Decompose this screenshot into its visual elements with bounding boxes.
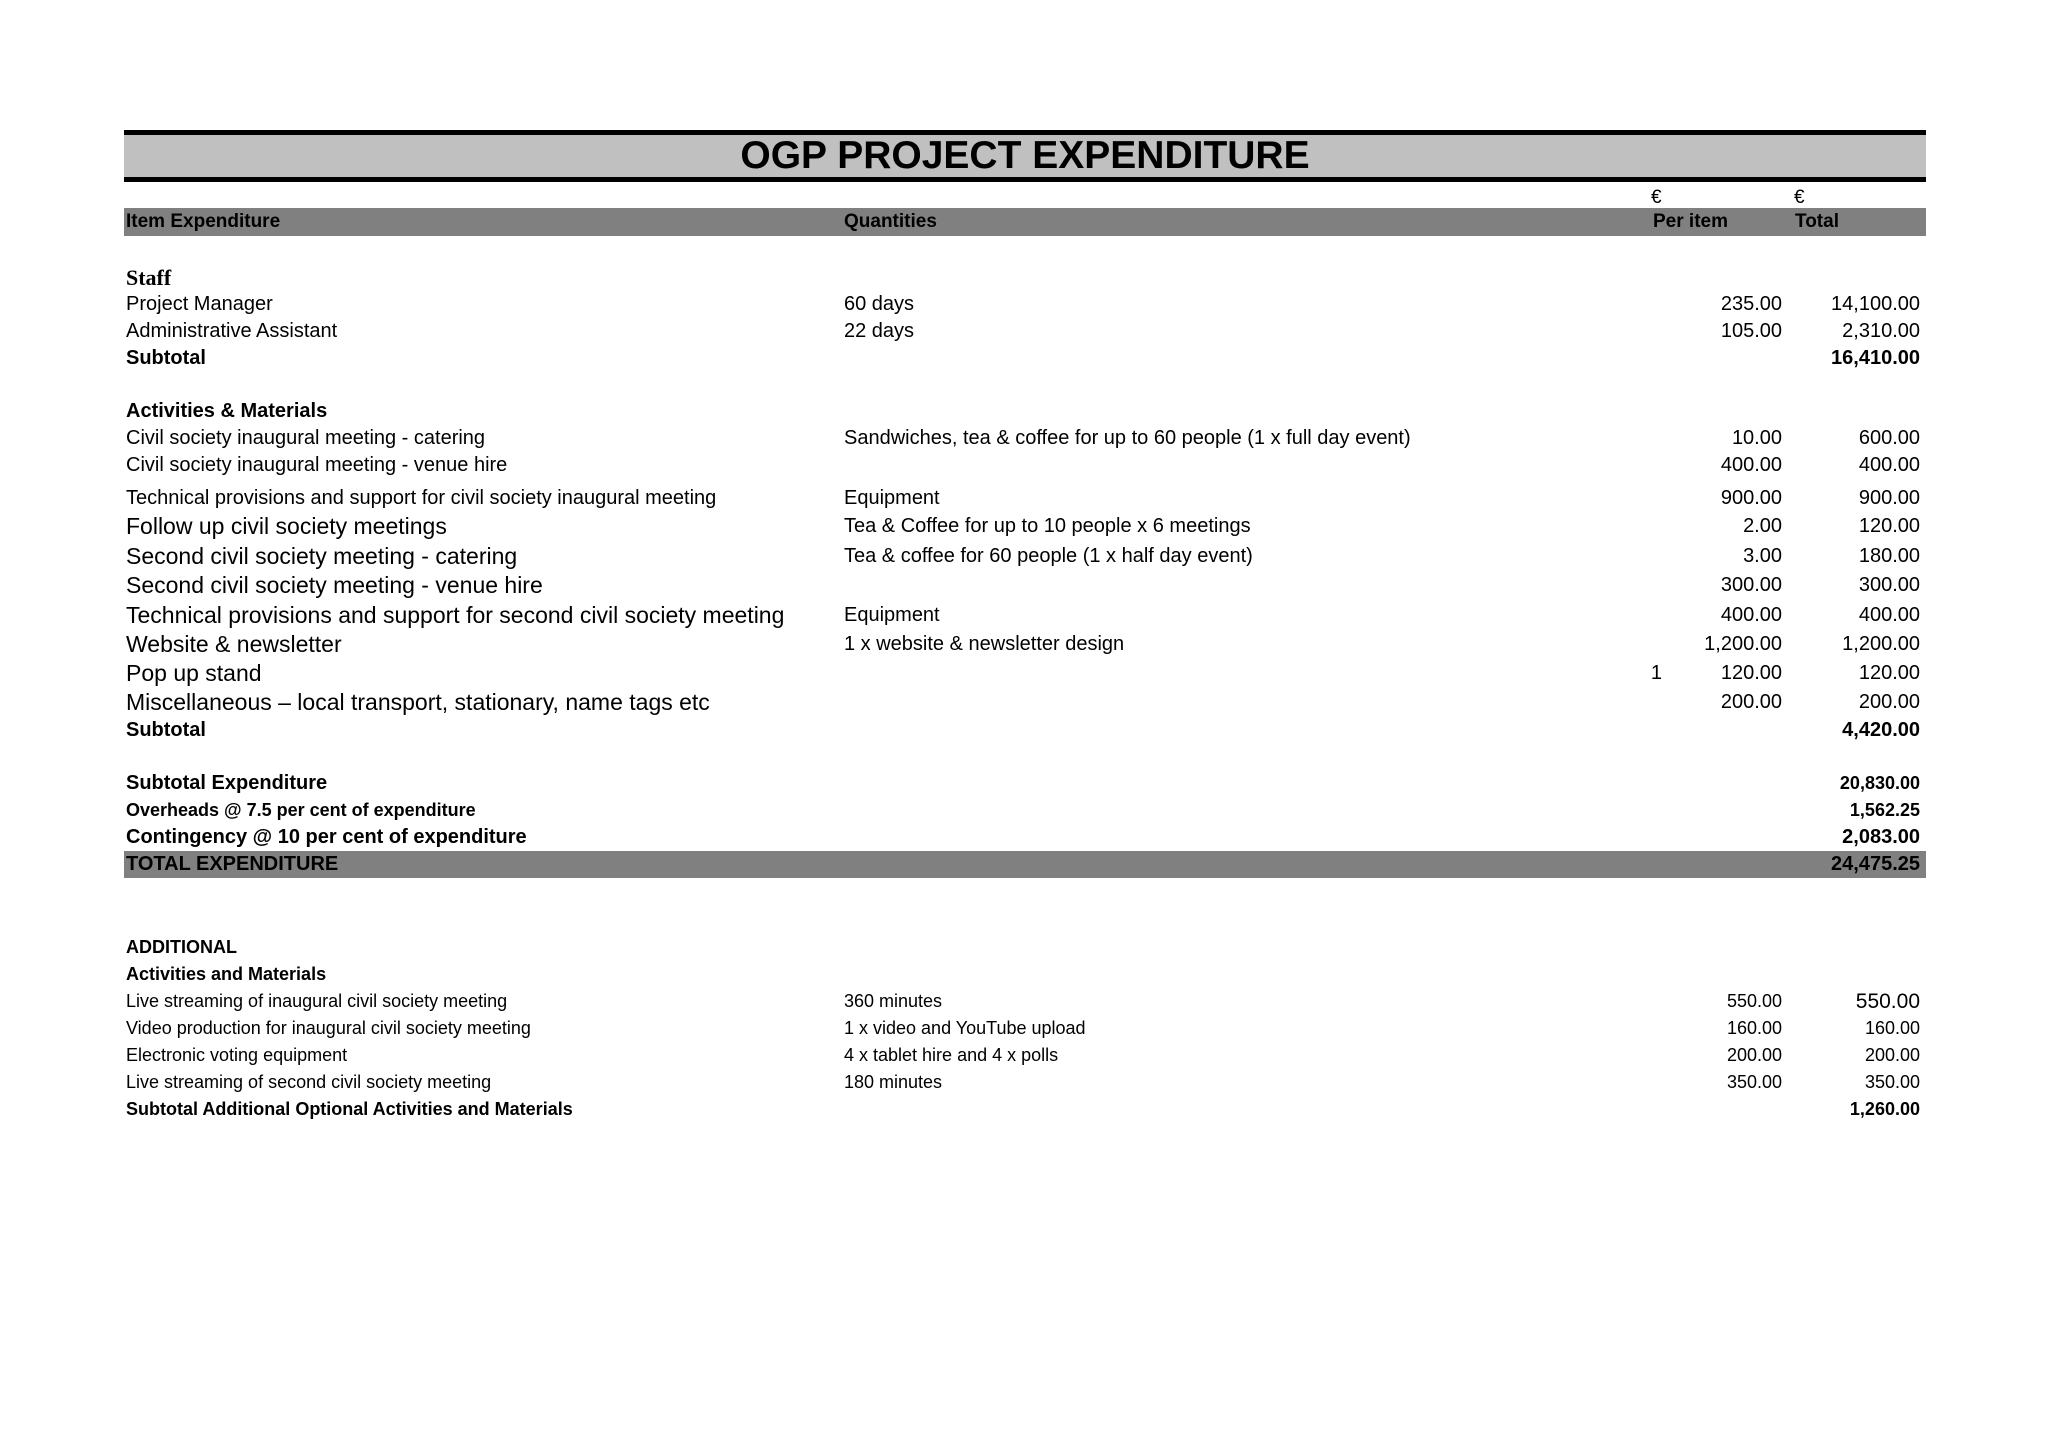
table-row: Follow up civil society meetings Tea & Coffee for up to 10 people x 6 meetings 2.00 120.00 <box>126 513 1920 539</box>
overheads-row: Overheads @ 7.5 per cent of expenditure 1,562.25 <box>126 800 1920 820</box>
table-row: Video production for inaugural civil society meeting 1 x video and YouTube upload 160.00 160.00 <box>126 1018 1920 1038</box>
item-count: 1 <box>1650 662 1662 684</box>
subtotal-expenditure-row: Subtotal Expenditure 20,830.00 <box>126 772 1920 794</box>
contingency-row: Contingency @ 10 per cent of expenditure 2,083.00 <box>126 826 1920 848</box>
table-row: Technical provisions and support for civil society inaugural meeting Equipment 900.00 900.00 <box>126 487 1920 509</box>
table-row: Website & newsletter 1 x website & newsletter design 1,200.00 1,200.00 <box>126 631 1920 657</box>
table-row: Project Manager 60 days 235.00 14,100.00 <box>126 293 1920 315</box>
table-row: Live streaming of inaugural civil society meeting 360 minutes 550.00 550.00 <box>126 990 1920 1013</box>
table-row: Administrative Assistant 22 days 105.00 2,310.00 <box>126 320 1920 342</box>
staff-subtotal-row: Subtotal 16,410.00 <box>126 347 1920 369</box>
table-row: Live streaming of second civil society meeting 180 minutes 350.00 350.00 <box>126 1072 1920 1092</box>
header-total: Total <box>1795 211 1839 232</box>
currency-total: € <box>1794 187 1805 208</box>
section-heading-additional: ADDITIONAL <box>126 937 237 957</box>
section-subheading-additional: Activities and Materials <box>126 964 327 984</box>
section-heading-activities: Activities & Materials <box>126 400 328 422</box>
section-heading-staff: Staff <box>126 265 172 290</box>
expenditure-sheet <box>124 130 1926 1123</box>
table-row: Civil society inaugural meeting - catering Sandwiches, tea & coffee for up to 60 people (1 x full day event) 10.00 600.00 <box>126 427 1920 449</box>
currency-row <box>124 182 1926 208</box>
table-row: Pop up stand 1 120.00 120.00 <box>126 660 1920 686</box>
title-bar <box>124 130 1926 182</box>
additional-subtotal-row: Subtotal Additional Optional Activities and Materials 1,260.00 <box>126 1099 1920 1119</box>
header-item: Item Expenditure <box>126 211 281 232</box>
table-row: Second civil society meeting - catering Tea & coffee for 60 people (1 x half day event) 3.00 180.00 <box>126 543 1920 569</box>
table-row: Miscellaneous – local transport, stationary, name tags etc 200.00 200.00 <box>126 689 1920 715</box>
activities-subtotal-row: Subtotal 4,420.00 <box>126 719 1920 741</box>
table-row: Electronic voting equipment 4 x tablet hire and 4 x polls 200.00 200.00 <box>126 1045 1920 1065</box>
column-header-row <box>124 208 1926 236</box>
table-row: Civil society inaugural meeting - venue hire 400.00 400.00 <box>126 454 1920 476</box>
total-expenditure-row: TOTAL EXPENDITURE 24,475.25 <box>124 851 1926 878</box>
currency-per-item: € <box>1651 187 1662 208</box>
page-title: OGP PROJECT EXPENDITURE <box>740 134 1310 177</box>
table-row: Technical provisions and support for second civil society meeting Equipment 400.00 400.00 <box>126 602 1920 628</box>
header-per-item: Per item <box>1653 211 1728 232</box>
header-quantities: Quantities <box>844 211 937 232</box>
table-row: Second civil society meeting - venue hire 300.00 300.00 <box>126 572 1920 598</box>
